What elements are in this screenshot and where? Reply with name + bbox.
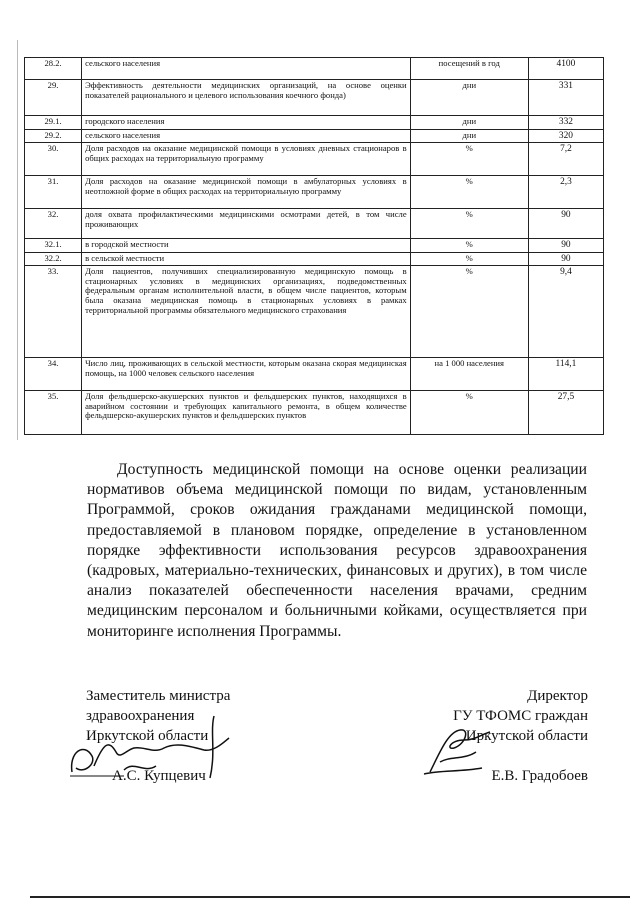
availability-paragraph: Доступность медицинской помощи на основе оценки реализации нормативов объема медицинской помощи по видам, установленным Программой, сроков ожидания гражданами медицинской помощи, предоставляемой в плановом порядке, определение в установленном порядке эффективности использования ресурсов здравоохранения (кадровых, материально-технических, финансовых и других), в том числе анализ показателей обеспеченности населения врачами, средним медицинским персоналом и больничными койками, осуществляется при мониторинге исполнения Программы. — [87, 461, 587, 640]
table-row — [25, 116, 604, 130]
indicator-value: 90 — [528, 209, 603, 239]
row-number: 35. — [25, 391, 82, 435]
row-number: 34. — [25, 358, 82, 391]
indicator-name: Эффективность деятельности медицинских организаций, на основе оценки показателей рационального и целевого использования коечного фонда) — [82, 80, 411, 116]
indicator-value: 9,4 — [528, 266, 603, 358]
indicator-name: Доля пациентов, получивших специализированную медицинскую помощь в стационарных условиях в медицинских организациях, подведомственных федеральным органам исполнительной власти, в общем числе пациентов, которым была оказана медицинская помощь в стационарных условиях в рамках территориальной программы обязательного медицинского страхования — [82, 266, 411, 358]
indicators-table — [24, 57, 604, 435]
table-row — [25, 143, 604, 176]
indicator-unit: % — [410, 239, 528, 253]
signer-right-org: ГУ ТФОМС граждан — [453, 708, 588, 724]
indicator-value: 90 — [528, 239, 603, 253]
indicator-unit: % — [410, 209, 528, 239]
signer-left-title-2: здравоохранения — [86, 708, 195, 724]
table-row — [25, 209, 604, 239]
table-row — [25, 176, 604, 209]
row-number: 32.2. — [25, 252, 82, 266]
signer-right-region: Иркутской области — [465, 728, 588, 744]
signer-right-name: Е.В. Градобоев — [491, 768, 588, 784]
indicator-unit: % — [410, 252, 528, 266]
table-row — [25, 391, 604, 435]
indicator-unit: дни — [410, 129, 528, 143]
indicator-value: 7,2 — [528, 143, 603, 176]
indicator-value: 331 — [528, 80, 603, 116]
indicator-name: доля охвата профилактическими медицинскими осмотрами детей, в том числе проживающих — [82, 209, 411, 239]
handwritten-signature-left — [64, 712, 234, 786]
handwritten-signature-right — [420, 722, 500, 778]
indicator-name: в городской местности — [82, 239, 411, 253]
signer-left-name: А.С. Купцевич — [112, 768, 206, 784]
row-number: 32.1. — [25, 239, 82, 253]
row-number: 33. — [25, 266, 82, 358]
indicator-value: 320 — [528, 129, 603, 143]
row-number: 29.1. — [25, 116, 82, 130]
indicator-value: 2,3 — [528, 176, 603, 209]
signer-left-title: Заместитель министра — [86, 688, 231, 704]
row-number: 30. — [25, 143, 82, 176]
row-number: 28.2. — [25, 58, 82, 80]
page-bottom-border — [30, 896, 630, 898]
row-number: 29. — [25, 80, 82, 116]
indicator-unit: % — [410, 266, 528, 358]
indicator-value: 27,5 — [528, 391, 603, 435]
scan-edge-line — [17, 40, 18, 440]
indicator-name: Доля расходов на оказание медицинской помощи в условиях дневных стационаров в общих расходах на территориальную программу — [82, 143, 411, 176]
indicator-value: 4100 — [528, 58, 603, 80]
indicator-unit: посещений в год — [410, 58, 528, 80]
indicator-unit: % — [410, 391, 528, 435]
indicator-name: городского населения — [82, 116, 411, 130]
indicator-unit: на 1 000 населения — [410, 358, 528, 391]
signer-right-title: Директор — [527, 688, 588, 704]
table-row — [25, 80, 604, 116]
indicator-unit: дни — [410, 80, 528, 116]
indicator-unit: % — [410, 143, 528, 176]
indicator-name: в сельской местности — [82, 252, 411, 266]
indicator-name: Доля фельдшерско-акушерских пунктов и фельдшерских пунктов, находящихся в аварийном состоянии и требующих капитального ремонта, в общем количестве фельдшерско-акушерских пунктов и фельдшерских пунктов — [82, 391, 411, 435]
indicator-unit: % — [410, 176, 528, 209]
row-number: 32. — [25, 209, 82, 239]
indicator-name: сельского населения — [82, 129, 411, 143]
row-number: 29.2. — [25, 129, 82, 143]
table-row — [25, 252, 604, 266]
indicator-name: Число лиц, проживающих в сельской местности, которым оказана скорая медицинская помощь, на 1000 человек сельского населения — [82, 358, 411, 391]
signer-left-region: Иркутской области — [86, 728, 209, 744]
table-row — [25, 129, 604, 143]
table-row — [25, 358, 604, 391]
indicator-value: 90 — [528, 252, 603, 266]
indicator-value: 114,1 — [528, 358, 603, 391]
table-row — [25, 239, 604, 253]
indicator-value: 332 — [528, 116, 603, 130]
indicator-name: Доля расходов на оказание медицинской помощи в амбулаторных условиях в неотложной форме в общих расходах на территориальную программу — [82, 176, 411, 209]
indicators-table-body — [25, 58, 604, 435]
indicator-name: сельского населения — [82, 58, 411, 80]
row-number: 31. — [25, 176, 82, 209]
table-row — [25, 58, 604, 80]
indicator-unit: дни — [410, 116, 528, 130]
table-row — [25, 266, 604, 358]
